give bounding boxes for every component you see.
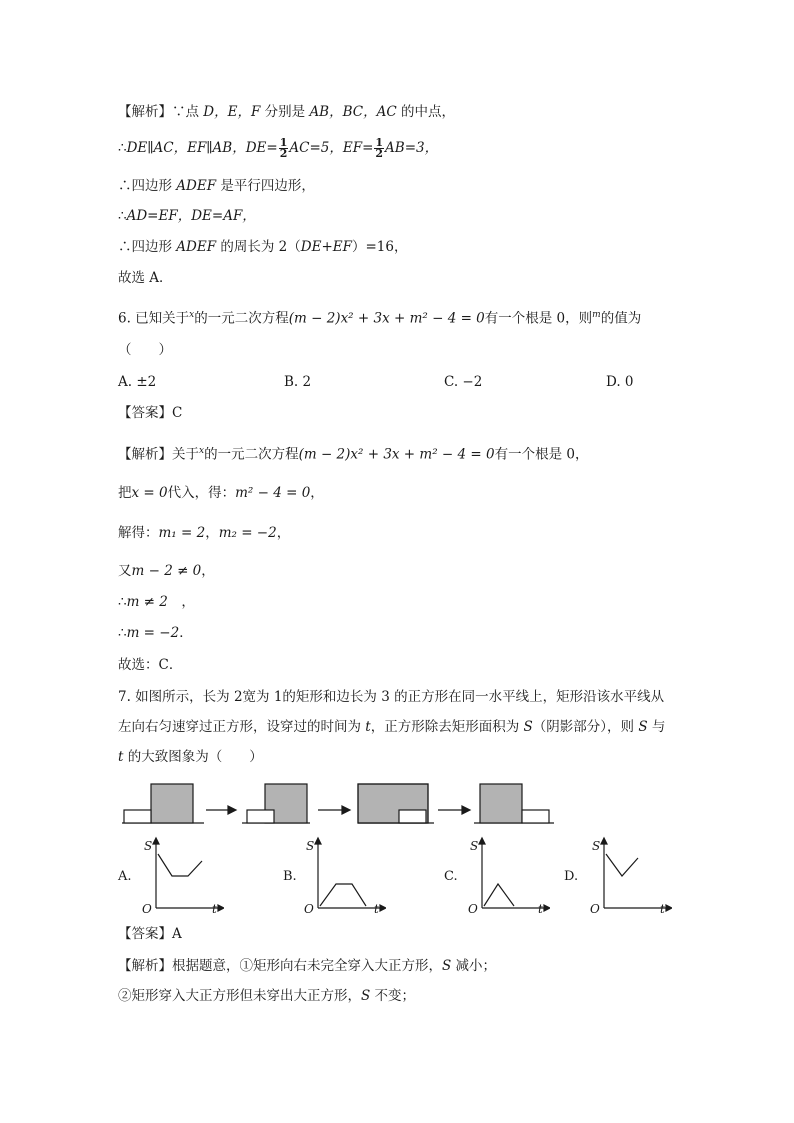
- text: ）=16，: [351, 239, 408, 255]
- var: x: [189, 310, 195, 320]
- frac-den: 2: [279, 147, 288, 160]
- text: ②矩形穿入大正方形但未穿出大正方形，: [118, 988, 361, 1004]
- q7-stem-line-3: [118, 747, 263, 767]
- text: ，: [205, 525, 219, 541]
- text: 的周长为 2（: [216, 239, 301, 255]
- var: S: [442, 958, 452, 974]
- frac-num: 1: [375, 136, 384, 149]
- text: ∴: [118, 208, 127, 224]
- text: 代入，得：: [167, 485, 236, 501]
- var: t: [365, 719, 371, 735]
- axis-o: O: [468, 902, 478, 916]
- q7-solution-line-2: [118, 986, 415, 1006]
- equation: m = −2: [126, 625, 180, 641]
- fraction-half: [374, 138, 384, 159]
- text: ．: [179, 625, 193, 641]
- fraction-half: [279, 138, 289, 159]
- text: ADEF: [176, 239, 217, 255]
- text: AB=3，: [385, 140, 439, 156]
- var: S: [638, 719, 648, 735]
- equation: (m − 2)x² + 3x + m² − 4 = 0: [288, 310, 485, 327]
- equation: x = 0: [131, 485, 168, 501]
- q6-option-d: D. 0: [606, 374, 634, 390]
- text: ∴四边形: [118, 178, 177, 194]
- text: 的值为: [600, 310, 642, 327]
- q7-stem-line-1: 7. 如图所示，长为 2宽为 1的矩形和边长为 3 的正方形在同一水平线上，矩形沿该水平线从: [118, 689, 665, 705]
- axis-s: S: [306, 839, 315, 853]
- axis-s: S: [592, 839, 601, 853]
- text: 的一元二次方程: [194, 310, 289, 327]
- q6-option-b: B. 2: [284, 374, 312, 390]
- text: 有一个根是 0，则: [484, 310, 593, 327]
- graph-c: [464, 836, 550, 916]
- graph-b: [300, 836, 386, 916]
- var: S: [361, 988, 371, 1004]
- q5-solution-line-4: [118, 206, 256, 226]
- q6-solution-line-5: [118, 592, 195, 612]
- text: 左向右匀速穿过正方形，设穿过的时间为: [118, 719, 366, 735]
- text: ，正方形除去矩形面积为: [370, 719, 524, 735]
- text: 减小；: [451, 958, 497, 974]
- axis-t: t: [538, 902, 543, 916]
- text: 又: [118, 563, 132, 579]
- text: 把: [118, 485, 132, 501]
- var: x: [199, 446, 205, 456]
- q6-paren: （ ）: [118, 342, 172, 358]
- var: t: [118, 749, 124, 765]
- rectangle-square-sequence-figure: [118, 780, 564, 830]
- q6-option-c: C. −2: [444, 374, 483, 390]
- axis-s: S: [144, 839, 153, 853]
- q6-solution-line-2: [118, 483, 324, 503]
- axis-o: O: [304, 902, 314, 916]
- axis-t: t: [212, 902, 217, 916]
- equation: m − 2 ≠ 0: [131, 563, 202, 579]
- graph-d-label: D.: [564, 869, 579, 884]
- axis-t: t: [374, 902, 379, 916]
- text: 的一元二次方程: [204, 446, 299, 463]
- q5-solution-line-3: [118, 176, 315, 196]
- text: ∴四边形: [118, 239, 177, 255]
- q6-solution-line-3: [118, 523, 290, 543]
- axis-o: O: [142, 902, 152, 916]
- q6-stem: [118, 305, 641, 329]
- text: DE∥AC，EF∥AB，DE=: [126, 140, 278, 156]
- text: 的大致图象为（ ）: [123, 749, 263, 765]
- axis-t: t: [660, 902, 665, 916]
- q6-option-a: A. ±2: [118, 374, 157, 390]
- q5-solution-line-6: 故选 A．: [118, 270, 173, 286]
- text: ，: [310, 485, 324, 501]
- q6-solution-line-1: [118, 441, 588, 465]
- text: ，: [276, 525, 291, 541]
- text: ADEF: [176, 178, 217, 194]
- q6-solution-line-6: [118, 623, 193, 643]
- equation: m² − 4 = 0: [235, 485, 311, 501]
- text: 6. 已知关于: [118, 310, 190, 327]
- equation: m ≠ 2: [126, 594, 168, 610]
- text: ∴: [118, 625, 127, 641]
- equation: m₁ = 2: [158, 525, 206, 541]
- graph-a: [138, 836, 224, 916]
- text: 不变；: [370, 988, 416, 1004]
- text: 【解析】关于: [118, 446, 199, 463]
- q7-solution-line-1: [118, 956, 496, 976]
- q7-answer: 【答案】A: [118, 926, 182, 942]
- text: AB，BC，AC: [309, 104, 397, 120]
- frac-den: 2: [375, 147, 384, 160]
- frac-num: 1: [279, 136, 288, 149]
- text: 【解析】根据题意，①矩形向右未完全穿入大正方形，: [118, 958, 442, 974]
- text: 【解析】∵点: [118, 104, 204, 120]
- text: DE+EF: [300, 239, 352, 255]
- text: 与: [647, 719, 666, 735]
- graph-b-label: B.: [283, 869, 297, 884]
- text: 解得：: [118, 525, 159, 541]
- text: ∴: [118, 140, 127, 156]
- q5-solution-line-2: [118, 138, 438, 159]
- text: AC=5，EF=: [289, 140, 374, 156]
- text: 是平行四边形，: [216, 178, 315, 194]
- graph-a-label: A.: [118, 869, 132, 884]
- axis-o: O: [590, 902, 600, 916]
- q5-solution-line-1: [118, 102, 455, 122]
- text: ，: [167, 594, 195, 610]
- text: AD=EF，DE=AF，: [126, 208, 256, 224]
- q5-solution-line-5: [118, 237, 407, 257]
- q6-solution-line-4: [118, 561, 215, 581]
- var: S: [523, 719, 533, 735]
- text: 的中点，: [396, 104, 455, 120]
- q7-stem-line-2: [118, 717, 665, 737]
- q6-answer: 【答案】C: [118, 405, 183, 421]
- text: ，: [201, 563, 215, 579]
- axis-s: S: [470, 839, 479, 853]
- var: m: [592, 310, 601, 320]
- text: D，E，F: [203, 104, 261, 120]
- equation: (m − 2)x² + 3x + m² − 4 = 0: [298, 446, 495, 463]
- graph-c-label: C.: [444, 869, 458, 884]
- text: 有一个根是 0，: [494, 446, 589, 463]
- text: （阴影部分），则: [532, 719, 639, 735]
- text: 分别是: [260, 104, 310, 120]
- graph-d: [586, 836, 672, 916]
- equation: m₂ = −2: [218, 525, 277, 541]
- q6-choose: 故选：C．: [118, 657, 183, 673]
- text: ∴: [118, 594, 127, 610]
